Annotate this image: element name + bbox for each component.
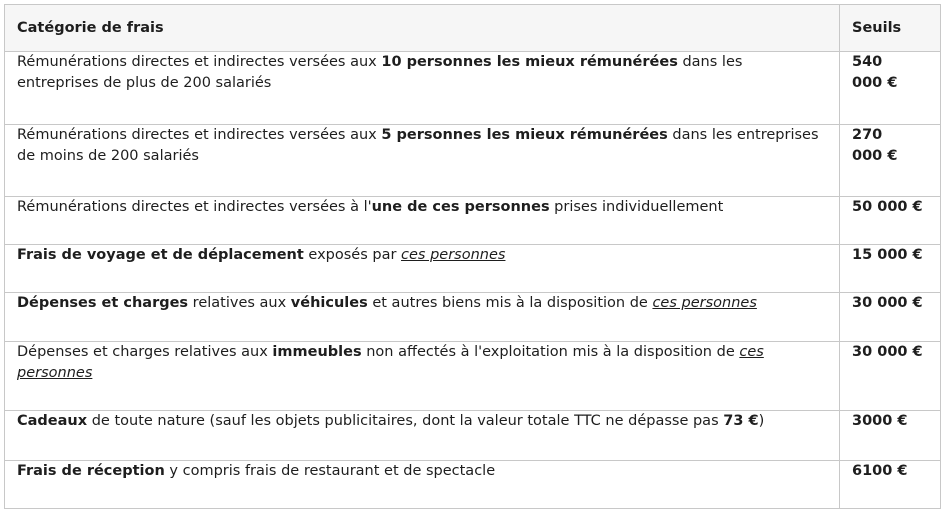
threshold-value-line2: 000 € bbox=[852, 75, 898, 91]
category-cell bbox=[5, 411, 840, 461]
cell-bold-text: véhicules bbox=[290, 295, 368, 311]
cell-bold-text: Frais de réception bbox=[17, 463, 165, 479]
cell-text: Rémunérations directes et indirectes versées aux bbox=[17, 127, 382, 143]
cell-underlined-text: ces personnes bbox=[652, 295, 757, 311]
cell-text: et autres biens mis à la disposition de bbox=[367, 295, 653, 311]
category-cell bbox=[5, 461, 840, 509]
table-row bbox=[5, 125, 941, 197]
cell-bold-text: 10 personnes les mieux rémunérées bbox=[381, 54, 678, 70]
cell-text: non affectés à l'exploitation mis à la disposition de bbox=[361, 344, 740, 360]
threshold-cell bbox=[840, 125, 941, 197]
threshold-value-line2: 000 € bbox=[852, 148, 898, 164]
cell-text: exposés par bbox=[303, 247, 402, 263]
threshold-cell: 3000 € bbox=[840, 411, 941, 461]
threshold-value-line1: 540 bbox=[852, 54, 883, 70]
cell-bold-text: une de ces personnes bbox=[371, 199, 550, 215]
cell-bold-text: Frais de voyage et de déplacement bbox=[17, 247, 304, 263]
cell-text: Rémunérations directes et indirectes versées à l' bbox=[17, 199, 372, 215]
cell-text: Dépenses et charges relatives aux bbox=[17, 344, 273, 360]
table-header-row bbox=[5, 5, 941, 52]
cell-text: prises individuellement bbox=[549, 199, 724, 215]
category-cell bbox=[5, 52, 840, 125]
cell-text: dans les entreprises de plus de 200 salariés bbox=[17, 54, 743, 91]
header-category: Catégorie de frais bbox=[5, 5, 840, 52]
header-threshold: Seuils bbox=[840, 5, 941, 52]
table-row bbox=[5, 461, 941, 509]
table-row bbox=[5, 411, 941, 461]
cell-bold-text: 5 personnes les mieux rémunérées bbox=[381, 127, 668, 143]
threshold-cell: 30 000 € bbox=[840, 342, 941, 411]
threshold-cell: 6100 € bbox=[840, 461, 941, 509]
cell-text: Rémunérations directes et indirectes versées aux bbox=[17, 54, 382, 70]
threshold-value-line1: 270 bbox=[852, 127, 883, 143]
fees-threshold-table bbox=[4, 4, 941, 509]
category-cell bbox=[5, 197, 840, 245]
threshold-cell bbox=[840, 52, 941, 125]
threshold-cell: 30 000 € bbox=[840, 293, 941, 342]
table-row bbox=[5, 342, 941, 411]
cell-text: y compris frais de restaurant et de spectacle bbox=[164, 463, 496, 479]
table-row bbox=[5, 245, 941, 293]
table-row bbox=[5, 52, 941, 125]
threshold-cell: 15 000 € bbox=[840, 245, 941, 293]
category-cell bbox=[5, 342, 840, 411]
cell-bold-text: immeubles bbox=[272, 344, 362, 360]
cell-text: relatives aux bbox=[188, 295, 291, 311]
cell-text: de toute nature (sauf les objets publicitaires, dont la valeur totale TTC ne dépasse pas bbox=[87, 413, 724, 429]
cell-bold-text: Cadeaux bbox=[17, 413, 88, 429]
cell-text: dans les entreprises de moins de 200 salariés bbox=[17, 127, 819, 164]
category-cell bbox=[5, 125, 840, 197]
table-row bbox=[5, 197, 941, 245]
category-cell bbox=[5, 245, 840, 293]
table-row bbox=[5, 293, 941, 342]
threshold-cell: 50 000 € bbox=[840, 197, 941, 245]
cell-underlined-text: ces personnes bbox=[17, 344, 764, 381]
category-cell bbox=[5, 293, 840, 342]
cell-bold-text: 73 € bbox=[723, 413, 759, 429]
cell-text: ) bbox=[758, 413, 765, 429]
cell-bold-text: Dépenses et charges bbox=[17, 295, 189, 311]
cell-underlined-text: ces personnes bbox=[401, 247, 506, 263]
